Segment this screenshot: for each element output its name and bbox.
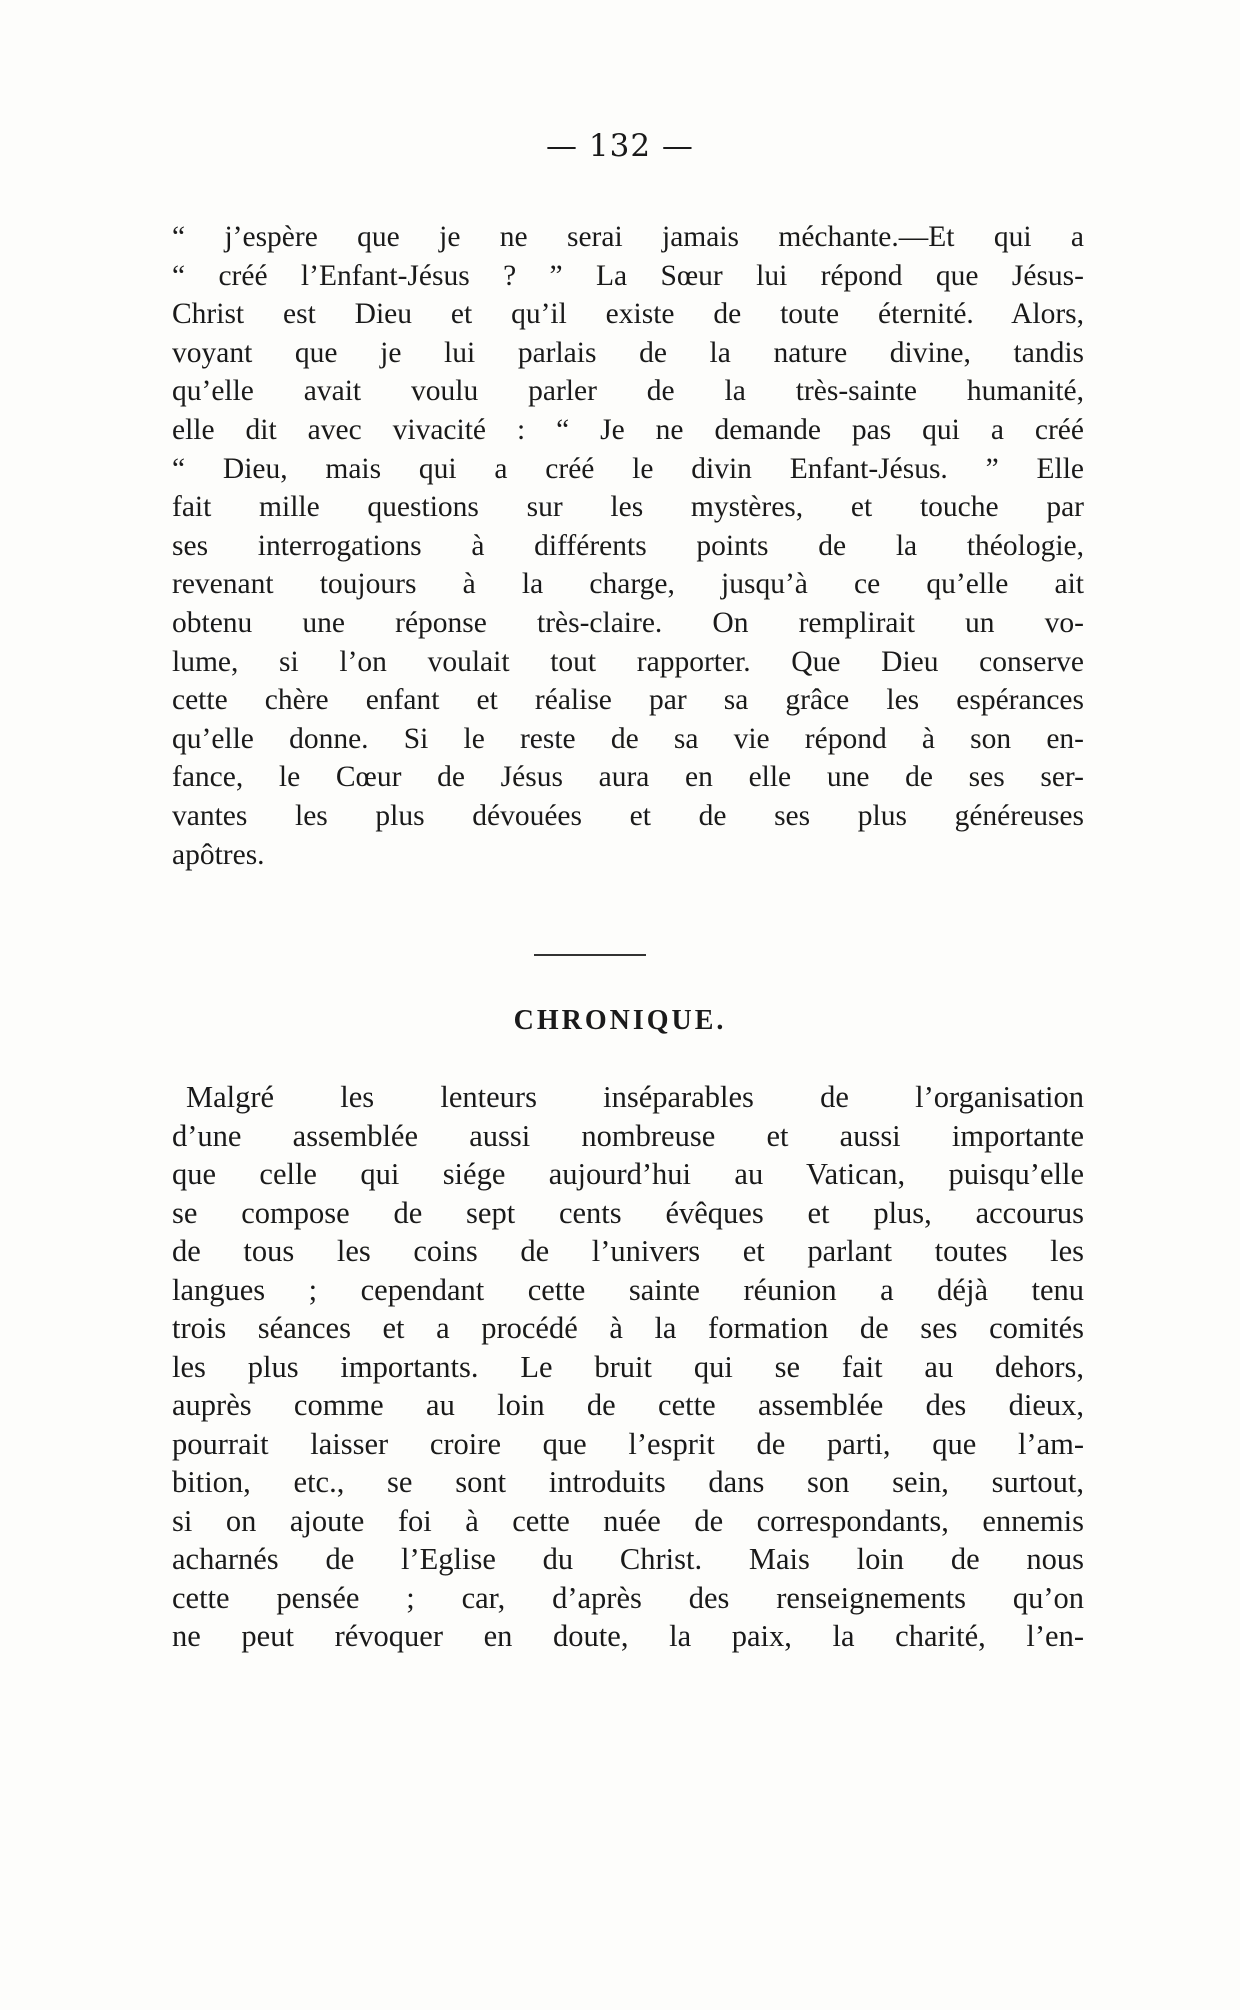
text-line: si on ajoute foi à cette nuée de correspondants, ennemis: [172, 1503, 1084, 1538]
text-line: d’une assemblée aussi nombreuse et aussi importante: [172, 1118, 1084, 1153]
text-line: que celle qui siége aujourd’hui au Vatican, puisqu’elle: [172, 1157, 1084, 1191]
text-line: “ créé l’Enfant-Jésus ? ” La Sœur lui répond que Jésus-: [172, 259, 1084, 292]
section-heading: CHRONIQUE.: [513, 1005, 727, 1036]
text-line: lume, si l’on voulait tout rapporter. Que Dieu conserve: [172, 645, 1084, 678]
text-line: obtenu une réponse très-claire. On remplirait un vo-: [172, 606, 1084, 639]
text-line: pourrait laisser croire que l’esprit de parti, que l’am-: [172, 1426, 1084, 1461]
text-line: apôtres.: [172, 838, 265, 871]
text-line: fait mille questions sur les mystères, et touche par: [172, 491, 1084, 524]
text-line: qu’elle avait voulu parler de la très-sainte humanité,: [172, 375, 1084, 408]
text-line: trois séances et a procédé à la formation de ses comités: [172, 1311, 1084, 1345]
text-line: revenant toujours à la charge, jusqu’à ce qu’elle ait: [172, 568, 1084, 601]
text-line: vantes les plus dévouées et de ses plus généreuses: [172, 799, 1084, 832]
text-line: elle dit avec vivacité : “ Je ne demande pas qui a créé: [172, 413, 1084, 446]
paragraph-chronique: [172, 1078, 1084, 1656]
text-line: “ Dieu, mais qui a créé le divin Enfant-Jésus. ” Elle: [172, 452, 1084, 485]
text-line: se compose de sept cents évêques et plus, accourus: [172, 1195, 1084, 1230]
text-line: ses interrogations à différents points de la théologie,: [172, 529, 1084, 562]
text-line: ne peut révoquer en doute, la paix, la charité, l’en-: [172, 1619, 1084, 1653]
page-number: — 132 —: [546, 128, 694, 164]
text-line: cette chère enfant et réalise par sa grâce les espérances: [172, 684, 1084, 717]
section-divider: [534, 954, 646, 956]
text-line: de tous les coins de l’univers et parlant toutes les: [172, 1234, 1084, 1268]
text-line: voyant que je lui parlais de la nature divine, tandis: [172, 336, 1084, 369]
text-line: langues ; cependant cette sainte réunion a déjà tenu: [172, 1272, 1084, 1307]
text-line: Christ est Dieu et qu’il existe de toute éternité. Alors,: [172, 298, 1084, 331]
text-line: qu’elle donne. Si le reste de sa vie répond à son en-: [172, 722, 1084, 755]
text-line: fance, le Cœur de Jésus aura en elle une de ses ser-: [172, 761, 1084, 794]
text-line: bition, etc., se sont introduits dans son sein, surtout,: [172, 1465, 1084, 1499]
text-line: cette pensée ; car, d’après des renseignements qu’on: [172, 1580, 1084, 1615]
text-line: auprès comme au loin de cette assemblée des dieux,: [172, 1388, 1084, 1422]
text-line: “ j’espère que je ne serai jamais méchante.—Et qui a: [172, 221, 1084, 253]
text-line: Malgré les lenteurs inséparables de l’organisation: [186, 1080, 1084, 1114]
paragraph-continued: [172, 218, 1084, 874]
text-line: acharnés de l’Eglise du Christ. Mais loin de nous: [172, 1542, 1084, 1576]
text-line: les plus importants. Le bruit qui se fait au dehors,: [172, 1349, 1084, 1384]
